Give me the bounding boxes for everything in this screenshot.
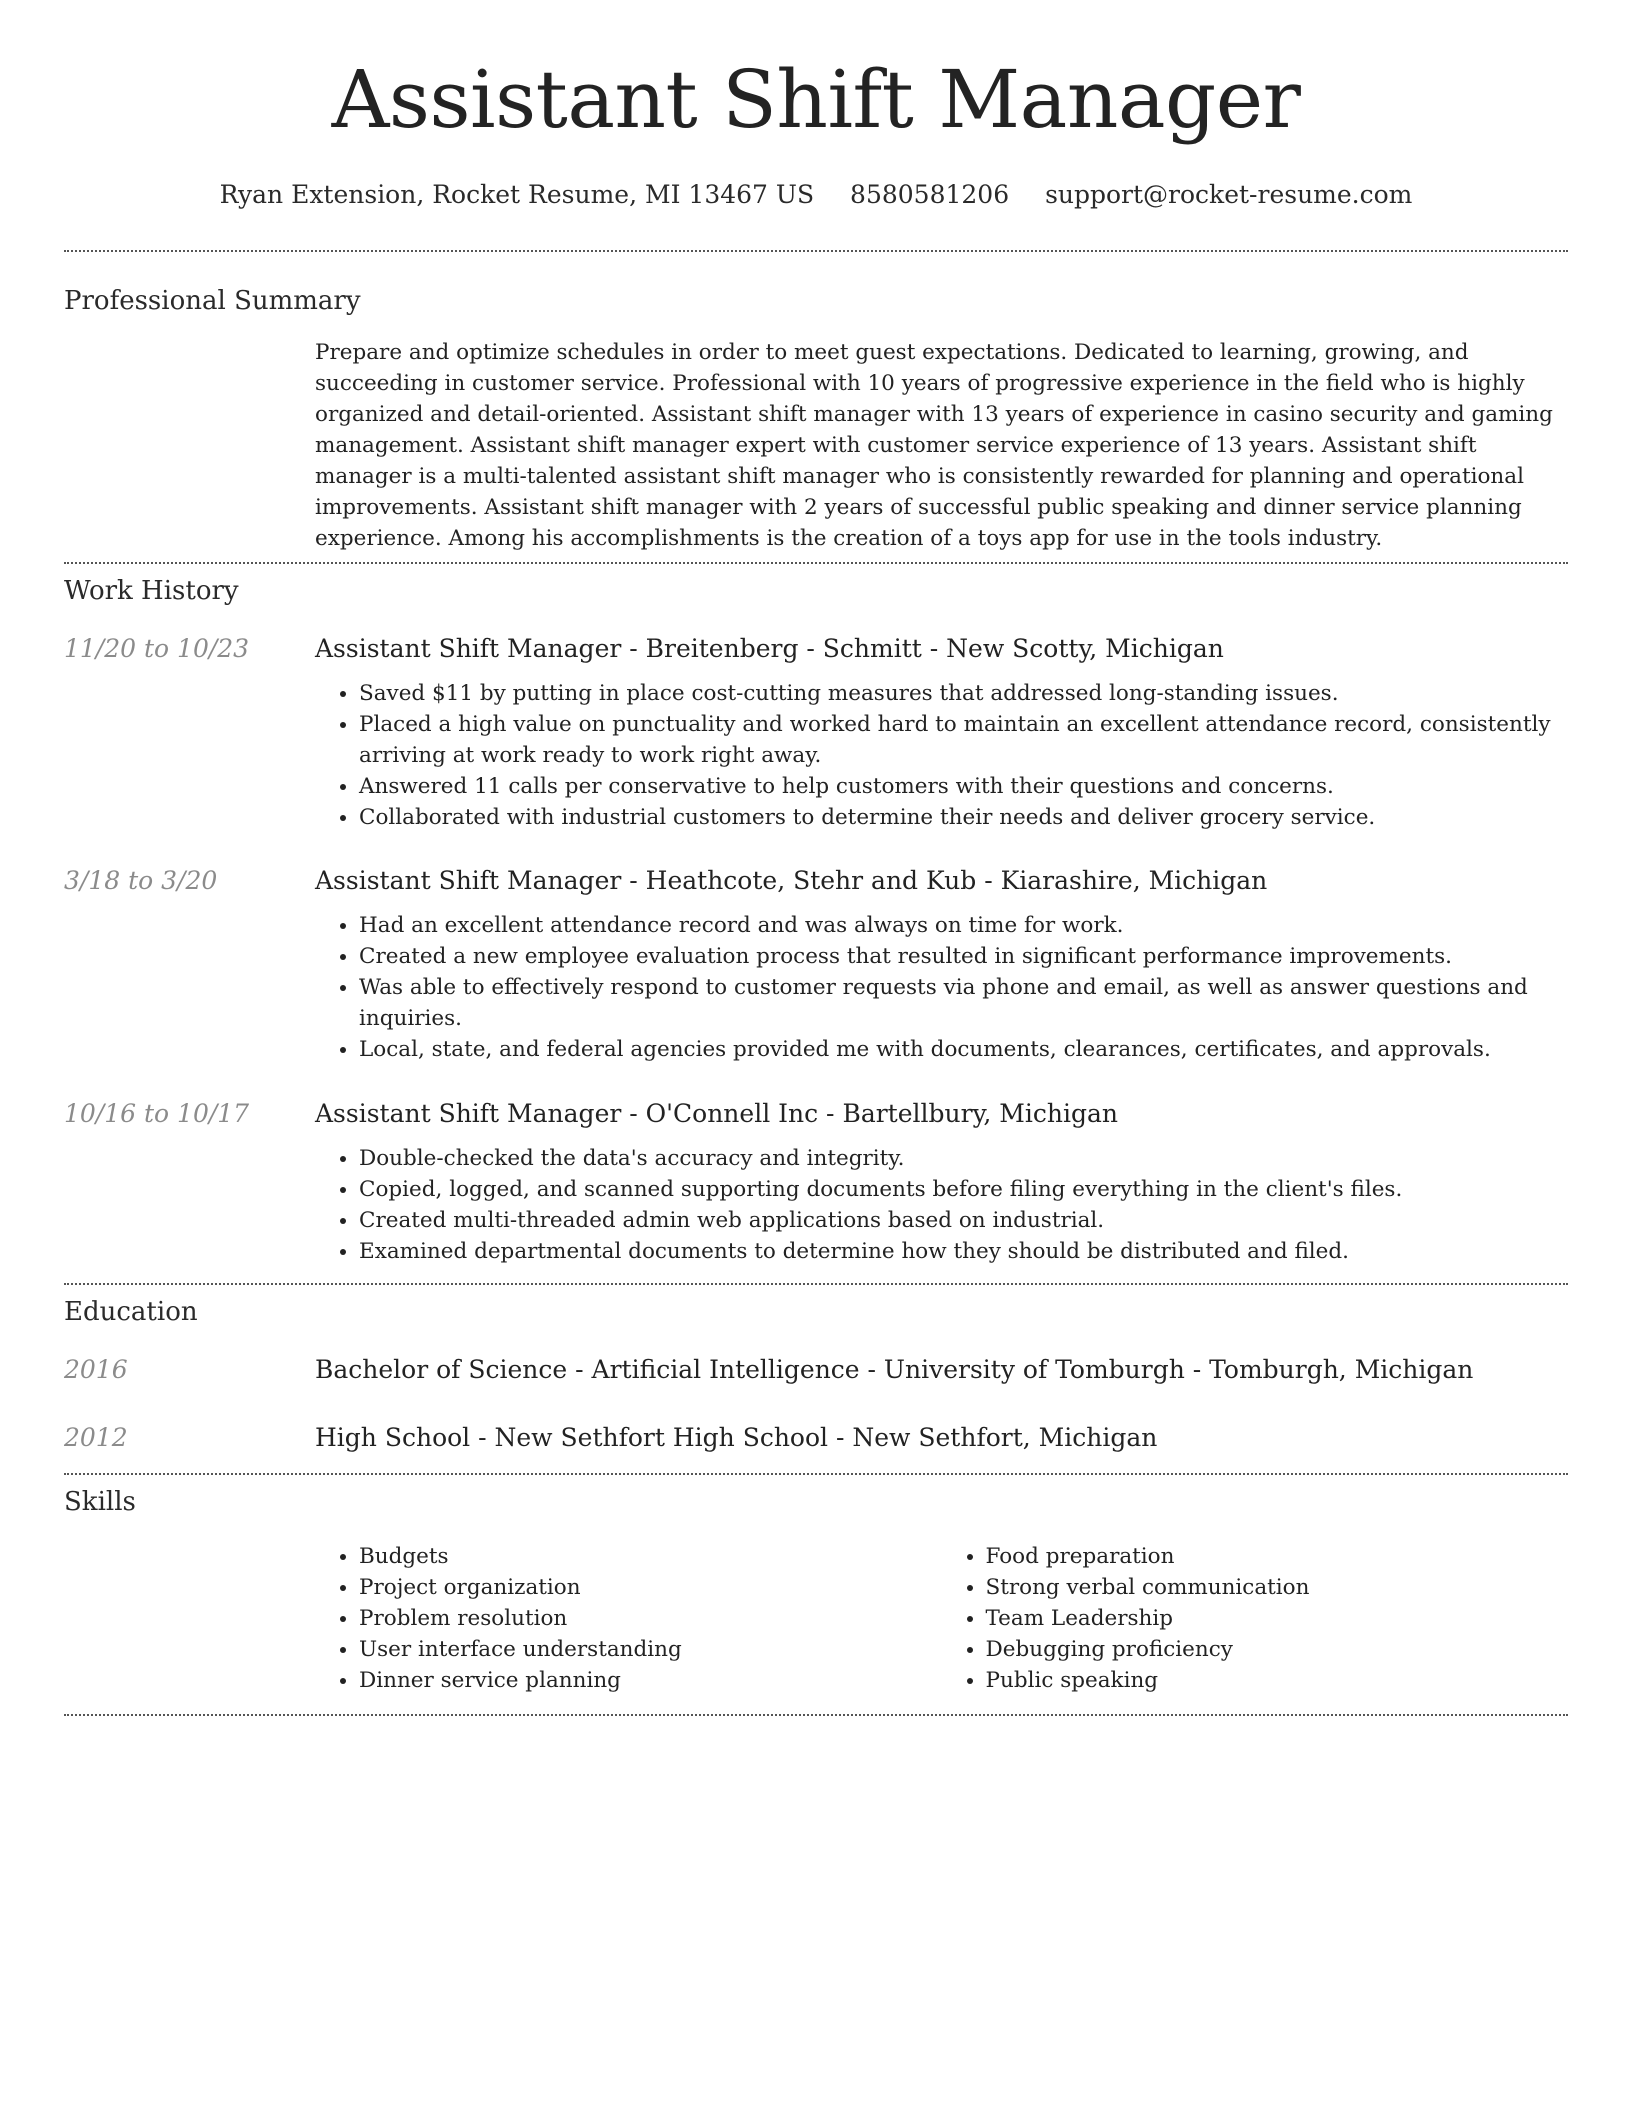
summary-text: Prepare and optimize schedules in order to meet guest expectations. Dedicated to learning, growing, and succeeding in customer service. Professional with 10 years of progressive experience in the field who is highly organized and detail-oriented. Assistant shift manager with 13 years of experience in casino security and gaming management. Assistant shift manager expert with customer service experience of 13 years. Assistant shift manager is a multi-talented assistant shift manager who is consistently rewarded for planning and operational improvements. Assistant shift manager with 2 years of successful public speaking and dinner service planning experience. Among his accomplishments is the creation of a toys app for use in the tools industry. — [315, 340, 1553, 551]
skills-list-right — [942, 1541, 1569, 1696]
education-section — [64, 1285, 1568, 1455]
job-bullet: • Examined departmental documents to determine how they should be distributed and filed. — [359, 1236, 1568, 1267]
job-bullets — [315, 1143, 1568, 1267]
education-year: 2016 — [64, 1355, 128, 1384]
section-heading-work: Work History — [64, 576, 239, 606]
skill-item: • Budgets — [359, 1541, 942, 1572]
divider — [64, 1714, 1568, 1716]
job-bullets — [315, 678, 1568, 833]
education-text: Bachelor of Science - Artificial Intelligence - University of Tomburgh - Tomburgh, Michigan — [315, 1355, 1474, 1384]
job-title: Assistant Shift Manager - Breitenberg - Schmitt - New Scotty, Michigan — [315, 634, 1224, 663]
job-dates: 11/20 to 10/23 — [64, 634, 250, 663]
education-entry — [64, 1421, 1568, 1455]
skill-item: • Dinner service planning — [359, 1665, 942, 1696]
job-bullet: • Answered 11 calls per conservative to help customers with their questions and concerns. — [359, 771, 1568, 802]
job-dates: 10/16 to 10/17 — [64, 1099, 250, 1128]
education-text: High School - New Sethfort High School - New Sethfort, Michigan — [315, 1423, 1158, 1452]
job-title: Assistant Shift Manager - Heathcote, Stehr and Kub - Kiarashire, Michigan — [315, 866, 1268, 895]
job-bullet: • Created multi-threaded admin web applications based on industrial. — [359, 1205, 1568, 1236]
summary-section — [64, 252, 1568, 554]
job-bullet: • Collaborated with industrial customers to determine their needs and deliver grocery service. — [359, 802, 1568, 833]
job-bullet: • Created a new employee evaluation process that resulted in significant performance improvements. — [359, 941, 1568, 972]
section-heading-education: Education — [64, 1297, 198, 1327]
skills-list-left — [315, 1541, 942, 1696]
job-bullet: • Saved $11 by putting in place cost-cutting measures that addressed long-standing issues. — [359, 678, 1568, 709]
skills-section — [64, 1475, 1568, 1696]
contact-phone: 8580581206 — [850, 180, 1010, 209]
resume-title: Assistant Shift Manager — [331, 53, 1301, 146]
job-bullet: • Had an excellent attendance record and was always on time for work. — [359, 910, 1568, 941]
skill-item: • Public speaking — [986, 1665, 1569, 1696]
contact-address: Ryan Extension, Rocket Resume, MI 13467 US — [219, 180, 815, 209]
contact-email: support@rocket-resume.com — [1045, 180, 1413, 209]
job-bullets — [315, 910, 1568, 1065]
job-dates: 3/18 to 3/20 — [64, 866, 218, 895]
resume-header — [64, 0, 1568, 212]
job-bullet: • Local, state, and federal agencies provided me with documents, clearances, certificates, and approvals. — [359, 1034, 1568, 1065]
skill-item: • Project organization — [359, 1572, 942, 1603]
skill-item: • Team Leadership — [986, 1603, 1569, 1634]
job-entry — [64, 1097, 1568, 1267]
work-history-section — [64, 564, 1568, 1267]
skill-item: • Problem resolution — [359, 1603, 942, 1634]
job-bullet: • Copied, logged, and scanned supporting documents before filing everything in the client's files. — [359, 1174, 1568, 1205]
section-heading-skills: Skills — [64, 1487, 136, 1517]
job-bullet: • Placed a high value on punctuality and worked hard to maintain an excellent attendance record, consistently arriving at work ready to work right away. — [359, 709, 1568, 771]
job-title: Assistant Shift Manager - O'Connell Inc - Bartellbury, Michigan — [315, 1099, 1118, 1128]
contact-line — [64, 178, 1568, 212]
education-year: 2012 — [64, 1423, 128, 1452]
job-bullet: • Double-checked the data's accuracy and integrity. — [359, 1143, 1568, 1174]
skill-item: • Food preparation — [986, 1541, 1569, 1572]
job-entry — [64, 864, 1568, 1065]
job-bullet: • Was able to effectively respond to customer requests via phone and email, as well as answer questions and inquiries. — [359, 972, 1568, 1034]
skill-item: • User interface understanding — [359, 1634, 942, 1665]
education-entry — [64, 1353, 1568, 1387]
section-heading-summary: Professional Summary — [64, 286, 361, 316]
job-entry — [64, 632, 1568, 833]
skill-item: • Strong verbal communication — [986, 1572, 1569, 1603]
skill-item: • Debugging proficiency — [986, 1634, 1569, 1665]
